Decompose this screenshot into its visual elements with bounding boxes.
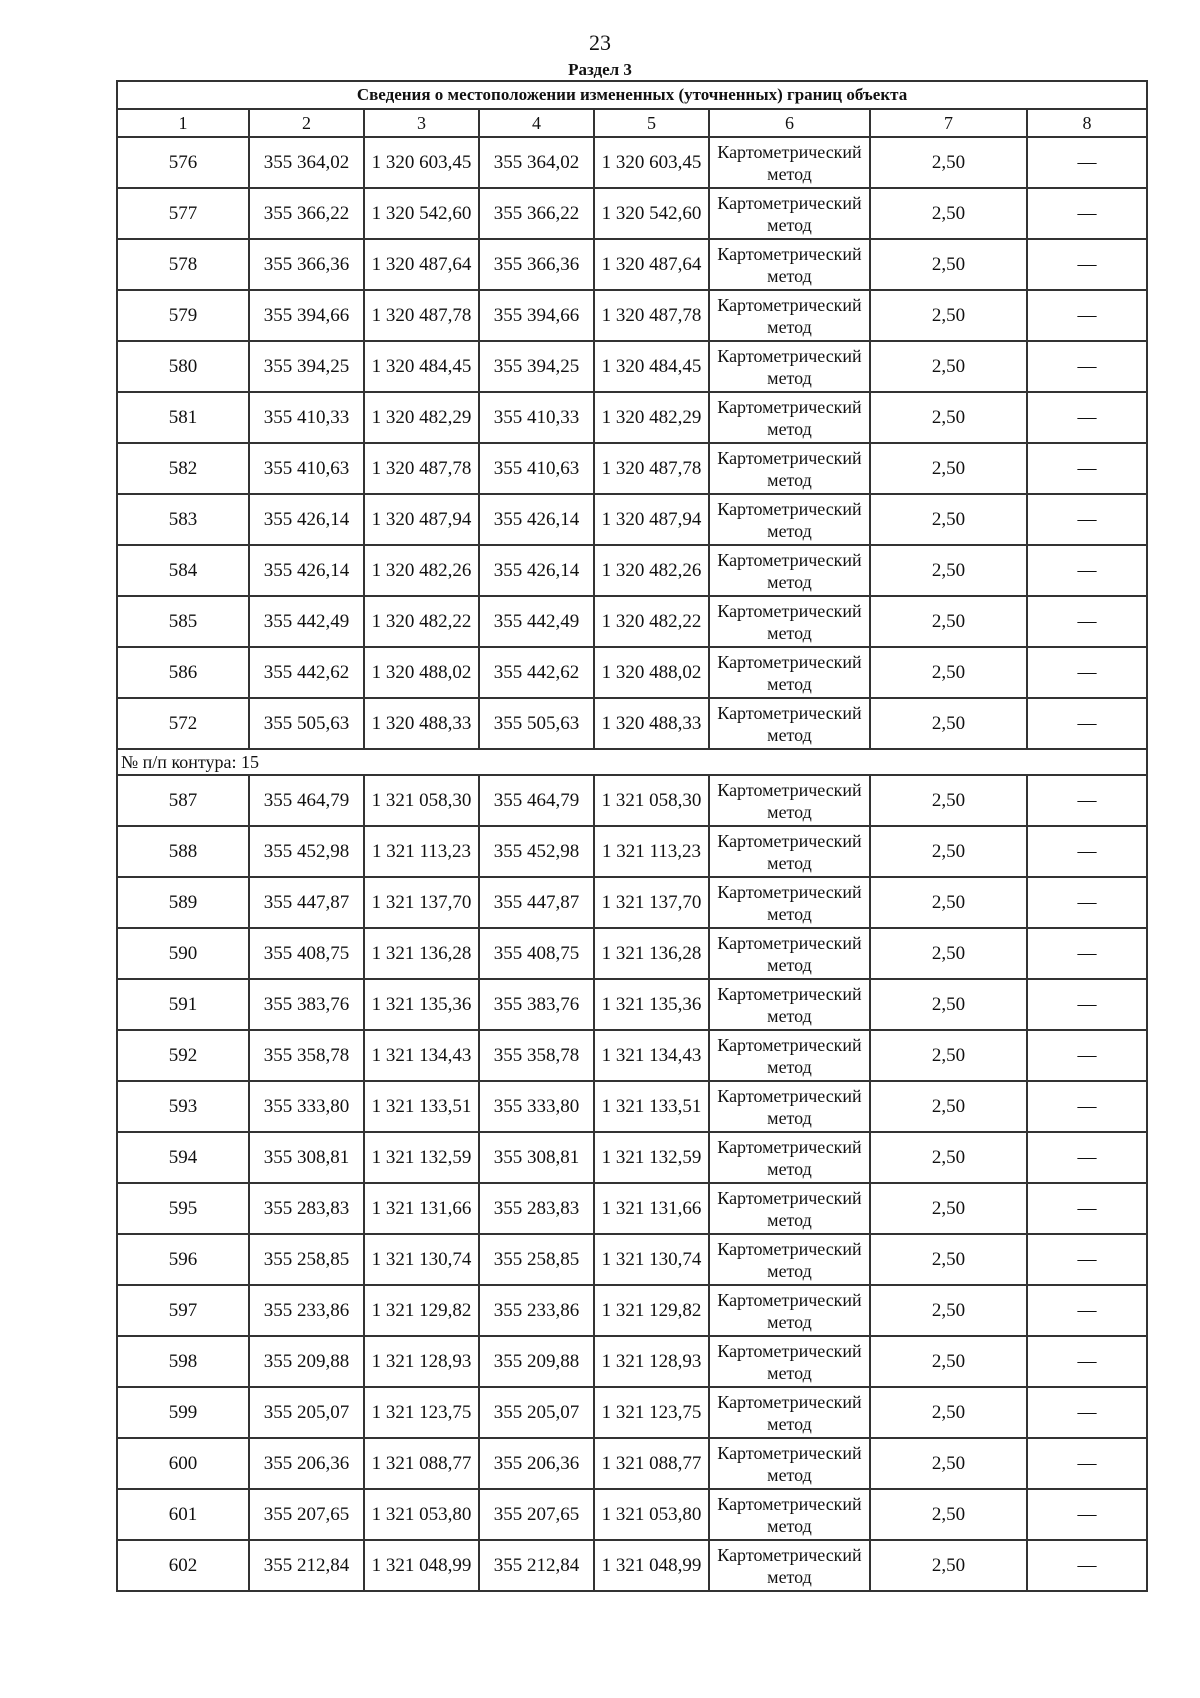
- column-header: 1: [117, 109, 249, 137]
- precision-cell: 2,50: [870, 290, 1027, 341]
- point-number-cell: 578: [117, 239, 249, 290]
- table-row: [117, 596, 1147, 647]
- x-new-cell: 355 442,62: [479, 647, 594, 698]
- x-new-cell: 355 333,80: [479, 1081, 594, 1132]
- precision-cell: 2,50: [870, 1489, 1027, 1540]
- y-existing-cell: 1 320 482,22: [364, 596, 479, 647]
- y-new-cell: 1 321 135,36: [594, 979, 709, 1030]
- precision-cell: 2,50: [870, 341, 1027, 392]
- y-existing-cell: 1 320 482,26: [364, 545, 479, 596]
- x-new-cell: 355 426,14: [479, 494, 594, 545]
- y-existing-cell: 1 321 132,59: [364, 1132, 479, 1183]
- table-row: [117, 188, 1147, 239]
- empty-mark-cell: —: [1027, 1489, 1147, 1540]
- method-cell: Картометрический метод: [709, 1234, 870, 1285]
- table-caption: Сведения о местоположении измененных (уточненных) границ объекта: [117, 81, 1147, 109]
- x-new-cell: 355 205,07: [479, 1387, 594, 1438]
- x-new-cell: 355 283,83: [479, 1183, 594, 1234]
- x-new-cell: 355 464,79: [479, 775, 594, 826]
- point-number-cell: 592: [117, 1030, 249, 1081]
- table-row: [117, 1081, 1147, 1132]
- method-cell: Картометрический метод: [709, 1183, 870, 1234]
- y-new-cell: 1 320 542,60: [594, 188, 709, 239]
- y-new-cell: 1 321 123,75: [594, 1387, 709, 1438]
- y-new-cell: 1 321 058,30: [594, 775, 709, 826]
- empty-mark-cell: —: [1027, 647, 1147, 698]
- empty-mark-cell: —: [1027, 1030, 1147, 1081]
- table-row: [117, 290, 1147, 341]
- column-header: 7: [870, 109, 1027, 137]
- y-new-cell: 1 321 136,28: [594, 928, 709, 979]
- x-existing-cell: 355 308,81: [249, 1132, 364, 1183]
- y-existing-cell: 1 320 542,60: [364, 188, 479, 239]
- x-existing-cell: 355 366,36: [249, 239, 364, 290]
- empty-mark-cell: —: [1027, 545, 1147, 596]
- y-new-cell: 1 321 113,23: [594, 826, 709, 877]
- y-existing-cell: 1 320 487,78: [364, 443, 479, 494]
- x-new-cell: 355 426,14: [479, 545, 594, 596]
- table-row: [117, 1438, 1147, 1489]
- point-number-cell: 590: [117, 928, 249, 979]
- table-row: [117, 341, 1147, 392]
- method-cell: Картометрический метод: [709, 1081, 870, 1132]
- precision-cell: 2,50: [870, 1387, 1027, 1438]
- table-row: [117, 1234, 1147, 1285]
- method-cell: Картометрический метод: [709, 596, 870, 647]
- method-cell: Картометрический метод: [709, 979, 870, 1030]
- y-existing-cell: 1 321 088,77: [364, 1438, 479, 1489]
- empty-mark-cell: —: [1027, 1438, 1147, 1489]
- point-number-cell: 582: [117, 443, 249, 494]
- x-existing-cell: 355 442,62: [249, 647, 364, 698]
- x-existing-cell: 355 426,14: [249, 494, 364, 545]
- table-row: [117, 1387, 1147, 1438]
- x-existing-cell: 355 452,98: [249, 826, 364, 877]
- precision-cell: 2,50: [870, 239, 1027, 290]
- table-row: [117, 1336, 1147, 1387]
- point-number-cell: 597: [117, 1285, 249, 1336]
- precision-cell: 2,50: [870, 1336, 1027, 1387]
- y-existing-cell: 1 321 123,75: [364, 1387, 479, 1438]
- x-existing-cell: 355 258,85: [249, 1234, 364, 1285]
- precision-cell: 2,50: [870, 979, 1027, 1030]
- method-cell: Картометрический метод: [709, 775, 870, 826]
- y-new-cell: 1 321 131,66: [594, 1183, 709, 1234]
- x-new-cell: 355 308,81: [479, 1132, 594, 1183]
- empty-mark-cell: —: [1027, 341, 1147, 392]
- y-new-cell: 1 320 487,64: [594, 239, 709, 290]
- empty-mark-cell: —: [1027, 188, 1147, 239]
- method-cell: Картометрический метод: [709, 137, 870, 188]
- table-row: [117, 826, 1147, 877]
- precision-cell: 2,50: [870, 545, 1027, 596]
- y-new-cell: 1 320 482,22: [594, 596, 709, 647]
- table-row: [117, 1132, 1147, 1183]
- precision-cell: 2,50: [870, 1540, 1027, 1591]
- precision-cell: 2,50: [870, 928, 1027, 979]
- precision-cell: 2,50: [870, 1285, 1027, 1336]
- x-existing-cell: 355 505,63: [249, 698, 364, 749]
- table-row: [117, 698, 1147, 749]
- precision-cell: 2,50: [870, 1081, 1027, 1132]
- y-new-cell: 1 321 053,80: [594, 1489, 709, 1540]
- x-new-cell: 355 410,63: [479, 443, 594, 494]
- x-existing-cell: 355 366,22: [249, 188, 364, 239]
- x-existing-cell: 355 410,33: [249, 392, 364, 443]
- point-number-cell: 602: [117, 1540, 249, 1591]
- precision-cell: 2,50: [870, 877, 1027, 928]
- x-existing-cell: 355 426,14: [249, 545, 364, 596]
- table-row: [117, 1540, 1147, 1591]
- x-existing-cell: 355 333,80: [249, 1081, 364, 1132]
- column-header: 4: [479, 109, 594, 137]
- y-new-cell: 1 321 132,59: [594, 1132, 709, 1183]
- x-new-cell: 355 207,65: [479, 1489, 594, 1540]
- precision-cell: 2,50: [870, 775, 1027, 826]
- y-new-cell: 1 320 603,45: [594, 137, 709, 188]
- column-header-row: [117, 109, 1147, 137]
- empty-mark-cell: —: [1027, 1081, 1147, 1132]
- table-row: [117, 647, 1147, 698]
- y-existing-cell: 1 320 487,94: [364, 494, 479, 545]
- section-title: Раздел 3: [568, 60, 632, 79]
- y-existing-cell: 1 320 603,45: [364, 137, 479, 188]
- method-cell: Картометрический метод: [709, 1387, 870, 1438]
- x-new-cell: 355 394,25: [479, 341, 594, 392]
- empty-mark-cell: —: [1027, 392, 1147, 443]
- column-header: 2: [249, 109, 364, 137]
- table-row: [117, 1030, 1147, 1081]
- point-number-cell: 581: [117, 392, 249, 443]
- table-row: [117, 877, 1147, 928]
- empty-mark-cell: —: [1027, 1285, 1147, 1336]
- method-cell: Картометрический метод: [709, 826, 870, 877]
- precision-cell: 2,50: [870, 494, 1027, 545]
- point-number-cell: 598: [117, 1336, 249, 1387]
- y-existing-cell: 1 321 137,70: [364, 877, 479, 928]
- method-cell: Картометрический метод: [709, 1030, 870, 1081]
- empty-mark-cell: —: [1027, 443, 1147, 494]
- y-new-cell: 1 321 048,99: [594, 1540, 709, 1591]
- empty-mark-cell: —: [1027, 928, 1147, 979]
- method-cell: Картометрический метод: [709, 1540, 870, 1591]
- x-new-cell: 355 209,88: [479, 1336, 594, 1387]
- column-header: 5: [594, 109, 709, 137]
- y-new-cell: 1 320 487,94: [594, 494, 709, 545]
- boundary-coordinates-table: [116, 80, 1148, 1592]
- y-existing-cell: 1 321 128,93: [364, 1336, 479, 1387]
- method-cell: Картометрический метод: [709, 698, 870, 749]
- precision-cell: 2,50: [870, 1438, 1027, 1489]
- y-existing-cell: 1 320 482,29: [364, 392, 479, 443]
- point-number-cell: 600: [117, 1438, 249, 1489]
- precision-cell: 2,50: [870, 647, 1027, 698]
- method-cell: Картометрический метод: [709, 877, 870, 928]
- y-new-cell: 1 321 137,70: [594, 877, 709, 928]
- point-number-cell: 577: [117, 188, 249, 239]
- table-row: [117, 1183, 1147, 1234]
- y-existing-cell: 1 321 058,30: [364, 775, 479, 826]
- x-new-cell: 355 410,33: [479, 392, 594, 443]
- precision-cell: 2,50: [870, 392, 1027, 443]
- x-new-cell: 355 394,66: [479, 290, 594, 341]
- y-existing-cell: 1 320 484,45: [364, 341, 479, 392]
- precision-cell: 2,50: [870, 596, 1027, 647]
- y-new-cell: 1 321 088,77: [594, 1438, 709, 1489]
- method-cell: Картометрический метод: [709, 392, 870, 443]
- method-cell: Картометрический метод: [709, 341, 870, 392]
- empty-mark-cell: —: [1027, 239, 1147, 290]
- table-row: [117, 392, 1147, 443]
- y-new-cell: 1 321 129,82: [594, 1285, 709, 1336]
- x-new-cell: 355 206,36: [479, 1438, 594, 1489]
- point-number-cell: 579: [117, 290, 249, 341]
- table-row: [117, 239, 1147, 290]
- y-existing-cell: 1 321 048,99: [364, 1540, 479, 1591]
- precision-cell: 2,50: [870, 1183, 1027, 1234]
- x-existing-cell: 355 283,83: [249, 1183, 364, 1234]
- empty-mark-cell: —: [1027, 1540, 1147, 1591]
- y-existing-cell: 1 321 135,36: [364, 979, 479, 1030]
- table-body: [117, 137, 1147, 1591]
- x-existing-cell: 355 364,02: [249, 137, 364, 188]
- y-existing-cell: 1 320 487,64: [364, 239, 479, 290]
- y-existing-cell: 1 321 134,43: [364, 1030, 479, 1081]
- y-existing-cell: 1 320 487,78: [364, 290, 479, 341]
- x-existing-cell: 355 447,87: [249, 877, 364, 928]
- y-existing-cell: 1 321 131,66: [364, 1183, 479, 1234]
- x-new-cell: 355 452,98: [479, 826, 594, 877]
- column-header: 3: [364, 109, 479, 137]
- x-existing-cell: 355 205,07: [249, 1387, 364, 1438]
- method-cell: Картометрический метод: [709, 1285, 870, 1336]
- y-existing-cell: 1 321 130,74: [364, 1234, 479, 1285]
- x-existing-cell: 355 209,88: [249, 1336, 364, 1387]
- y-new-cell: 1 321 133,51: [594, 1081, 709, 1132]
- x-existing-cell: 355 394,66: [249, 290, 364, 341]
- point-number-cell: 583: [117, 494, 249, 545]
- empty-mark-cell: —: [1027, 596, 1147, 647]
- method-cell: Картометрический метод: [709, 443, 870, 494]
- y-existing-cell: 1 321 053,80: [364, 1489, 479, 1540]
- y-new-cell: 1 320 488,02: [594, 647, 709, 698]
- point-number-cell: 572: [117, 698, 249, 749]
- empty-mark-cell: —: [1027, 137, 1147, 188]
- x-new-cell: 355 364,02: [479, 137, 594, 188]
- empty-mark-cell: —: [1027, 826, 1147, 877]
- precision-cell: 2,50: [870, 188, 1027, 239]
- x-existing-cell: 355 233,86: [249, 1285, 364, 1336]
- table-row: [117, 1285, 1147, 1336]
- empty-mark-cell: —: [1027, 979, 1147, 1030]
- y-existing-cell: 1 321 133,51: [364, 1081, 479, 1132]
- y-new-cell: 1 320 487,78: [594, 290, 709, 341]
- point-number-cell: 586: [117, 647, 249, 698]
- table-row: [117, 775, 1147, 826]
- point-number-cell: 580: [117, 341, 249, 392]
- x-existing-cell: 355 358,78: [249, 1030, 364, 1081]
- precision-cell: 2,50: [870, 1030, 1027, 1081]
- x-existing-cell: 355 464,79: [249, 775, 364, 826]
- y-new-cell: 1 320 482,26: [594, 545, 709, 596]
- table-row: [117, 545, 1147, 596]
- x-existing-cell: 355 408,75: [249, 928, 364, 979]
- table-row: [117, 1489, 1147, 1540]
- y-new-cell: 1 320 487,78: [594, 443, 709, 494]
- precision-cell: 2,50: [870, 1234, 1027, 1285]
- contour-label: № п/п контура: 15: [117, 749, 1147, 775]
- y-new-cell: 1 320 484,45: [594, 341, 709, 392]
- x-existing-cell: 355 410,63: [249, 443, 364, 494]
- method-cell: Картометрический метод: [709, 1489, 870, 1540]
- column-header: 6: [709, 109, 870, 137]
- y-existing-cell: 1 321 136,28: [364, 928, 479, 979]
- point-number-cell: 587: [117, 775, 249, 826]
- x-existing-cell: 355 442,49: [249, 596, 364, 647]
- empty-mark-cell: —: [1027, 494, 1147, 545]
- precision-cell: 2,50: [870, 137, 1027, 188]
- empty-mark-cell: —: [1027, 1336, 1147, 1387]
- empty-mark-cell: —: [1027, 1234, 1147, 1285]
- empty-mark-cell: —: [1027, 698, 1147, 749]
- x-new-cell: 355 366,22: [479, 188, 594, 239]
- empty-mark-cell: —: [1027, 1183, 1147, 1234]
- column-header: 8: [1027, 109, 1147, 137]
- precision-cell: 2,50: [870, 1132, 1027, 1183]
- x-new-cell: 355 505,63: [479, 698, 594, 749]
- contour-label-row: [117, 749, 1147, 775]
- x-new-cell: 355 447,87: [479, 877, 594, 928]
- empty-mark-cell: —: [1027, 877, 1147, 928]
- point-number-cell: 596: [117, 1234, 249, 1285]
- point-number-cell: 589: [117, 877, 249, 928]
- table-row: [117, 928, 1147, 979]
- method-cell: Картометрический метод: [709, 545, 870, 596]
- x-existing-cell: 355 383,76: [249, 979, 364, 1030]
- y-existing-cell: 1 320 488,33: [364, 698, 479, 749]
- method-cell: Картометрический метод: [709, 1438, 870, 1489]
- x-new-cell: 355 366,36: [479, 239, 594, 290]
- point-number-cell: 593: [117, 1081, 249, 1132]
- precision-cell: 2,50: [870, 443, 1027, 494]
- y-existing-cell: 1 321 129,82: [364, 1285, 479, 1336]
- method-cell: Картометрический метод: [709, 188, 870, 239]
- empty-mark-cell: —: [1027, 1132, 1147, 1183]
- y-existing-cell: 1 321 113,23: [364, 826, 479, 877]
- x-new-cell: 355 358,78: [479, 1030, 594, 1081]
- empty-mark-cell: —: [1027, 1387, 1147, 1438]
- x-existing-cell: 355 212,84: [249, 1540, 364, 1591]
- y-new-cell: 1 320 482,29: [594, 392, 709, 443]
- y-new-cell: 1 321 130,74: [594, 1234, 709, 1285]
- point-number-cell: 599: [117, 1387, 249, 1438]
- precision-cell: 2,50: [870, 698, 1027, 749]
- x-new-cell: 355 212,84: [479, 1540, 594, 1591]
- table-row: [117, 137, 1147, 188]
- point-number-cell: 588: [117, 826, 249, 877]
- table-row: [117, 494, 1147, 545]
- x-existing-cell: 355 207,65: [249, 1489, 364, 1540]
- method-cell: Картометрический метод: [709, 239, 870, 290]
- point-number-cell: 584: [117, 545, 249, 596]
- point-number-cell: 601: [117, 1489, 249, 1540]
- page-number: 23: [589, 30, 611, 55]
- y-existing-cell: 1 320 488,02: [364, 647, 479, 698]
- point-number-cell: 576: [117, 137, 249, 188]
- point-number-cell: 594: [117, 1132, 249, 1183]
- point-number-cell: 591: [117, 979, 249, 1030]
- method-cell: Картометрический метод: [709, 494, 870, 545]
- x-new-cell: 355 442,49: [479, 596, 594, 647]
- table-row: [117, 443, 1147, 494]
- point-number-cell: 595: [117, 1183, 249, 1234]
- empty-mark-cell: —: [1027, 290, 1147, 341]
- y-new-cell: 1 321 134,43: [594, 1030, 709, 1081]
- precision-cell: 2,50: [870, 826, 1027, 877]
- point-number-cell: 585: [117, 596, 249, 647]
- method-cell: Картометрический метод: [709, 290, 870, 341]
- method-cell: Картометрический метод: [709, 1336, 870, 1387]
- method-cell: Картометрический метод: [709, 1132, 870, 1183]
- method-cell: Картометрический метод: [709, 928, 870, 979]
- x-existing-cell: 355 206,36: [249, 1438, 364, 1489]
- empty-mark-cell: —: [1027, 775, 1147, 826]
- x-new-cell: 355 258,85: [479, 1234, 594, 1285]
- x-new-cell: 355 383,76: [479, 979, 594, 1030]
- y-new-cell: 1 320 488,33: [594, 698, 709, 749]
- x-new-cell: 355 408,75: [479, 928, 594, 979]
- x-new-cell: 355 233,86: [479, 1285, 594, 1336]
- x-existing-cell: 355 394,25: [249, 341, 364, 392]
- table-row: [117, 979, 1147, 1030]
- y-new-cell: 1 321 128,93: [594, 1336, 709, 1387]
- method-cell: Картометрический метод: [709, 647, 870, 698]
